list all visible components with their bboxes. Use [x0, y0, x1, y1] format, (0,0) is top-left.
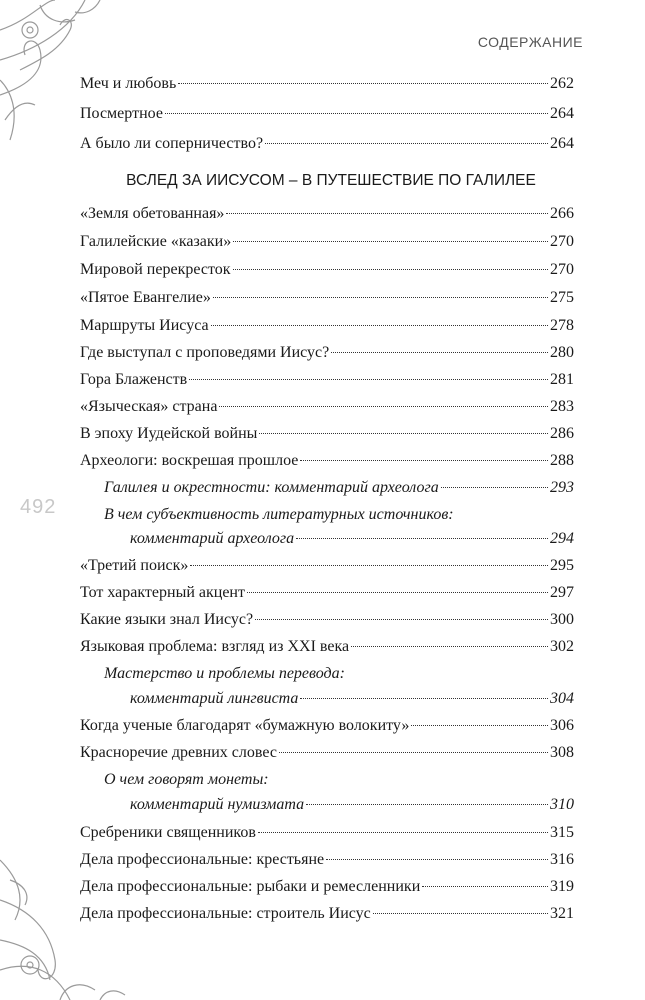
toc-entry-page: 304 [550, 690, 574, 707]
toc-entry-title: Где выступал с проповедями Иисус? [80, 344, 330, 361]
corner-ornament-bottom-icon [0, 850, 150, 1000]
toc-entry[interactable] [80, 637, 574, 657]
toc-entry-page: 264 [550, 105, 574, 122]
toc-entry[interactable] [80, 232, 574, 252]
toc-entry-page: 302 [550, 638, 574, 655]
toc-subentry[interactable] [130, 795, 574, 815]
toc-entry[interactable] [80, 74, 574, 94]
page-number: 492 [20, 496, 57, 518]
toc-entry-title: комментарий нумизмата [130, 796, 305, 813]
toc-entry-title: «Земля обетованная» [80, 205, 225, 222]
toc-entry-page: 281 [550, 371, 574, 388]
toc-entry[interactable] [80, 904, 574, 924]
toc-entry-title: Языковая проблема: взгляд из XXI века [80, 638, 350, 655]
toc-entry-page: 293 [550, 479, 574, 496]
toc-entry-title: «Третий поиск» [80, 557, 189, 574]
toc-entry[interactable] [80, 583, 574, 603]
toc-entry[interactable] [80, 316, 574, 336]
toc-subentry[interactable] [130, 689, 574, 709]
toc-entry[interactable] [80, 260, 574, 280]
toc-entry-page: 319 [550, 878, 574, 895]
toc-entry-page: 315 [550, 824, 574, 841]
toc-entry-page: 316 [550, 851, 574, 868]
toc-entry[interactable] [80, 743, 574, 763]
toc-entry-page: 262 [550, 75, 574, 92]
toc-entry-title: Маршруты Иисуса [80, 317, 209, 334]
toc-entry[interactable] [80, 288, 574, 308]
toc-entry[interactable] [80, 370, 574, 390]
toc-entry-page: 308 [550, 744, 574, 761]
toc-entry-page: 283 [550, 398, 574, 415]
toc-entry-page: 300 [550, 611, 574, 628]
toc-entry-page: 270 [550, 233, 574, 250]
toc-entry-title: Дела профессиональные: рыбаки и ремесленники [80, 878, 421, 895]
toc-entry-page: 288 [550, 452, 574, 469]
toc-entry[interactable] [80, 134, 574, 154]
toc-entry[interactable] [80, 104, 574, 124]
toc-entry[interactable] [80, 716, 574, 736]
toc-entry-page: 264 [550, 135, 574, 152]
toc-entry-page: 321 [550, 905, 574, 922]
toc-entry-title: Тот характерный акцент [80, 584, 245, 601]
toc-entry-title: Красноречие древних словес [80, 744, 277, 761]
toc-subentry-title-line1: В чем субъективность литературных источников: [104, 506, 454, 523]
toc-entry-title: Когда ученые благодарят «бумажную волокиту» [80, 717, 410, 734]
toc-entry[interactable] [80, 610, 574, 630]
toc-entry-page: 286 [550, 425, 574, 442]
toc-entry-title: Меч и любовь [80, 75, 177, 92]
toc-entry-title: Дела профессиональные: крестьяне [80, 851, 325, 868]
toc-entry-title: Галилейские «казаки» [80, 233, 232, 250]
toc-entry-title: Галилея и окрестности: комментарий археолога [104, 479, 439, 496]
toc-entry-page: 270 [550, 261, 574, 278]
toc-entry-title: Посмертное [80, 105, 163, 122]
toc-entry-page: 297 [550, 584, 574, 601]
toc-entry-page: 306 [550, 717, 574, 734]
toc-subentry[interactable] [130, 529, 574, 549]
toc-entry-title: А было ли соперничество? [80, 135, 264, 152]
toc-subentry-title-line1: О чем говорят монеты: [104, 771, 269, 788]
toc-entry[interactable] [80, 850, 574, 870]
toc-entry-title: «Пятое Евангелие» [80, 289, 211, 306]
toc-entry[interactable] [80, 451, 574, 471]
toc-entry-title: Мировой перекресток [80, 261, 231, 278]
toc-entry-page: 275 [550, 289, 574, 306]
toc-entry-title: Дела профессиональные: строитель Иисус [80, 905, 371, 922]
toc-entry-title: Археологи: воскрешая прошлое [80, 452, 299, 469]
section-heading: ВСЛЕД ЗА ИИСУСОМ – В ПУТЕШЕСТВИЕ ПО ГАЛИЛЕЕ [126, 172, 536, 189]
toc-entry[interactable] [80, 823, 574, 843]
toc-subentry[interactable] [104, 478, 574, 498]
toc-entry[interactable] [80, 204, 574, 224]
toc-entry-page: 295 [550, 557, 574, 574]
toc-entry-title: Сребреники священников [80, 824, 256, 841]
toc-entry[interactable] [80, 556, 574, 576]
toc-entry-page: 310 [550, 796, 574, 813]
toc-entry-title: «Языческая» страна [80, 398, 218, 415]
toc-entry-title: комментарий лингвиста [130, 690, 299, 707]
toc-entry-title: Гора Блаженств [80, 371, 188, 388]
toc-entry[interactable] [80, 397, 574, 417]
toc-entry[interactable] [80, 424, 574, 444]
toc-entry-title: Какие языки знал Иисус? [80, 611, 254, 628]
running-head: СОДЕРЖАНИЕ [477, 34, 583, 50]
toc-entry[interactable] [80, 877, 574, 897]
toc-entry-title: В эпоху Иудейской войны [80, 425, 258, 442]
toc-entry-title: комментарий археолога [130, 530, 295, 547]
toc-entry[interactable] [80, 343, 574, 363]
toc-entry-page: 278 [550, 317, 574, 334]
toc-subentry-title-line1: Мастерство и проблемы перевода: [104, 665, 345, 682]
toc-entry-page: 266 [550, 205, 574, 222]
toc-entry-page: 280 [550, 344, 574, 361]
toc-entry-page: 294 [550, 530, 574, 547]
